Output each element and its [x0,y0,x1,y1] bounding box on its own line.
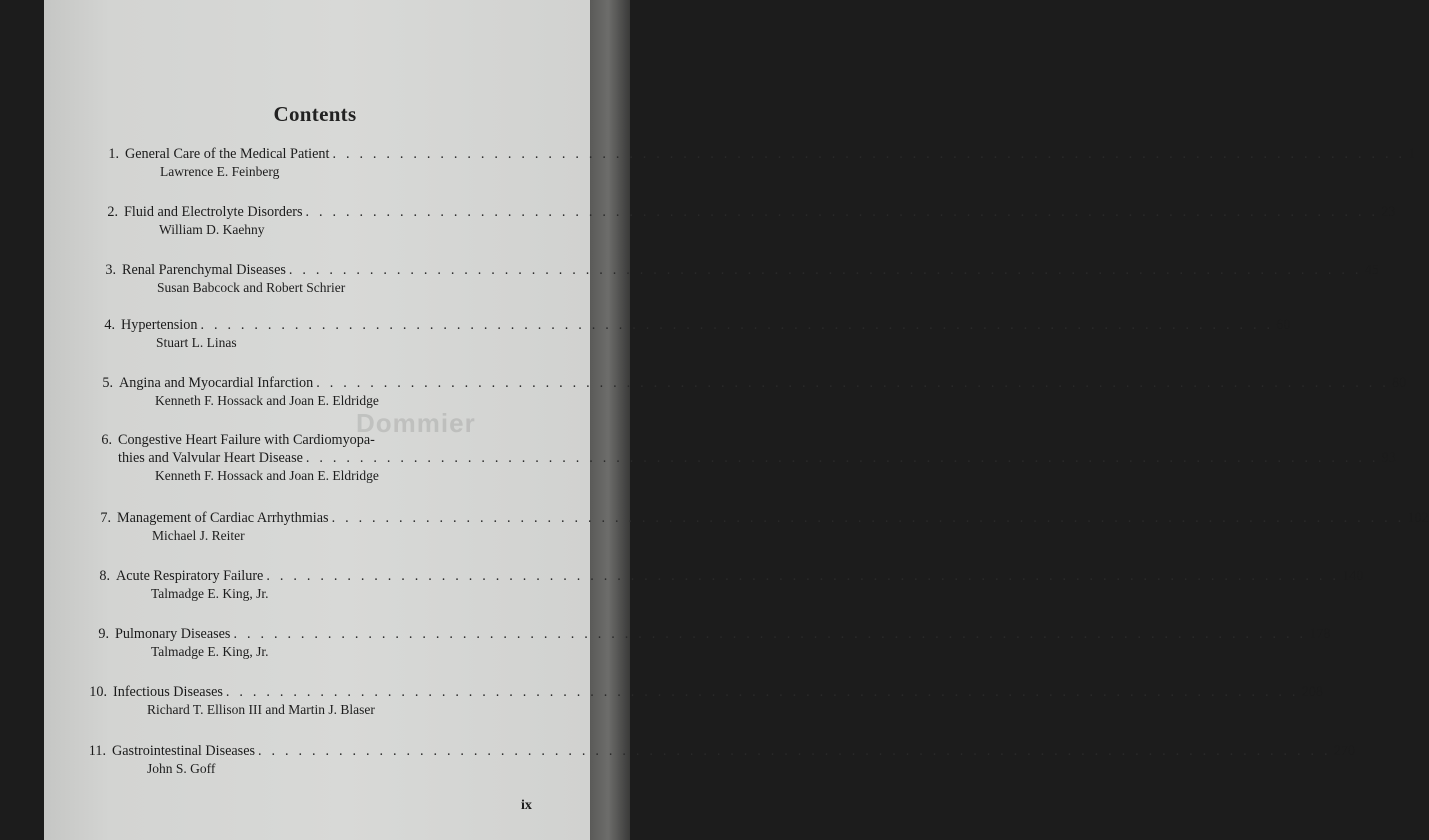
chapter-number: 7. [100,510,111,526]
toc-entry [107,204,1396,240]
toc-entry [88,743,1356,779]
chapter-title: thies and Valvular Heart Disease [118,450,303,466]
chapter-author: Michael J. Reiter [152,528,245,543]
chapter-page-number: 23 [1381,204,1396,220]
watermark: Dommier [356,408,476,438]
toc-line [88,743,1356,761]
chapter-title: Gastrointestinal Diseases [112,743,256,759]
toc-line [107,204,1396,222]
toc-entry [99,568,1364,604]
toc-line [118,450,1396,468]
toc-entry [108,146,1416,182]
chapter-title: Renal Parenchymal Diseases [122,262,286,278]
chapter-number: 4. [104,317,115,333]
dot-leader: . . . . . . . . . . . . . . . . . . . . . . . . . . . . . . . . . . . . . . . . . . . . . . . . . . . . . . . . . . . . . . . . . . . . . . . . . . . . . . . . [316,375,1389,391]
chapter-page-number: 80 [1392,375,1407,391]
dot-leader: . . . . . . . . . . . . . . . . . . . . . . . . . . . . . . . . . . . . . . . . . . . . . . . . . . . . . . . . . . . . . . . . . . . . . . . . . . . . . . . . [266,568,1340,584]
dot-leader: . . . . . . . . . . . . . . . . . . . . . . . . . . . . . . . . . . . . . . . . . . . . . . . . . . . . . . . . . . . . . . . . . . . . . . . . . . . . . . . . [233,626,1307,642]
toc-line [105,262,1379,280]
toc-entry [100,510,1429,546]
toc-entry [89,684,1323,720]
toc-entry [105,262,1379,298]
toc-line [89,684,1323,702]
chapter-page-number: 45 [1364,262,1379,278]
dot-leader: . . . . . . . . . . . . . . . . . . . . . . . . . . . . . . . . . . . . . . . . . . . . . . . . . . . . . . . . . . . . . . . . . . . . . . . . . . . . . . . . [332,146,1406,162]
toc-entry [101,432,1396,486]
toc-line [100,510,1429,528]
chapter-author: Richard T. Ellison III and Martin J. Blaser [147,702,375,717]
dot-leader: . . . . . . . . . . . . . . . . . . . . . . . . . . . . . . . . . . . . . . . . . . . . . . . . . . . . . . . . . . . . . . . . . . . . . . . . . . . . . . . . [200,317,1274,333]
chapter-number: 1. [108,146,119,162]
chapter-page-number: 140 [1342,568,1364,584]
dot-leader: . . . . . . . . . . . . . . . . . . . . . . . . . . . . . . . . . . . . . . . . . . . . . . . . . . . . . . . . . . . . . . . . . . . . . . . . . . . . . . . . [331,510,1405,526]
chapter-number: 5. [102,375,113,391]
toc-entry [98,626,1331,662]
toc-entry [104,317,1291,353]
chapter-author: William D. Kaehny [159,222,265,237]
chapter-author: Talmadge E. King, Jr. [151,644,269,659]
toc-line [99,568,1364,586]
chapter-page-number: 208 [1301,684,1323,700]
chapter-number: 2. [107,204,118,220]
chapter-author: Lawrence E. Feinberg [160,164,280,179]
dot-leader: . . . . . . . . . . . . . . . . . . . . . . . . . . . . . . . . . . . . . . . . . . . . . . . . . . . . . . . . . . . . . . . . . . . . . . . . . . . . . . . . [225,684,1299,700]
chapter-author: John S. Goff [147,761,216,776]
chapter-title: Hypertension [121,317,198,333]
chapter-title: Fluid and Electrolyte Disorders [124,204,303,220]
chapter-title: General Care of the Medical Patient [125,146,330,162]
chapter-author: Kenneth F. Hossack and Joan E. Eldridge [155,393,379,408]
chapter-author: Talmadge E. King, Jr. [151,586,269,601]
chapter-number: 9. [98,626,109,642]
chapter-page-number: 178 [1309,626,1331,642]
toc-line [98,626,1331,644]
toc-line [102,375,1407,393]
chapter-author: Kenneth F. Hossack and Joan E. Eldridge [155,468,379,483]
chapter-number: 6. [101,432,112,448]
chapter-page-number: 102 [1407,510,1429,526]
page-title: Contents [273,102,357,127]
chapter-title: Congestive Heart Failure with Cardiomyopa- [118,432,375,448]
chapter-title: Pulmonary Diseases [115,626,231,642]
chapter-title: Angina and Myocardial Infarction [119,375,314,391]
chapter-title: Management of Cardiac Arrhythmias [117,510,329,526]
dot-leader: . . . . . . . . . . . . . . . . . . . . . . . . . . . . . . . . . . . . . . . . . . . . . . . . . . . . . . . . . . . . . . . . . . . . . . . . . . . . . . . . [305,204,1379,220]
chapter-page-number: 93 [1381,450,1396,466]
chapter-page-number: 1 [1408,146,1416,162]
chapter-author: Susan Babcock and Robert Schrier [157,280,346,295]
dot-leader: . . . . . . . . . . . . . . . . . . . . . . . . . . . . . . . . . . . . . . . . . . . . . . . . . . . . . . . . . . . . . . . . . . . . . . . . . . . . . . . . [305,450,1379,466]
dot-leader: . . . . . . . . . . . . . . . . . . . . . . . . . . . . . . . . . . . . . . . . . . . . . . . . . . . . . . . . . . . . . . . . . . . . . . . . . . . . . . . . [288,262,1362,278]
chapter-number: 8. [99,568,110,584]
toc-line [101,432,538,450]
chapter-number: 10. [89,684,107,700]
chapter-title: Acute Respiratory Failure [116,568,264,584]
toc-entry [102,375,1407,411]
chapter-number: 11. [88,743,106,759]
chapter-page-number: 270 [1333,743,1356,759]
toc-line [108,146,1416,164]
chapter-author: Stuart L. Linas [156,335,237,350]
chapter-title: Infectious Diseases [113,684,223,700]
chapter-page-number: 60 [1276,317,1291,333]
toc-line [104,317,1291,335]
chapter-number: 3. [105,262,116,278]
dot-leader: . . . . . . . . . . . . . . . . . . . . . . . . . . . . . . . . . . . . . . . . . . . . . . . . . . . . . . . . . . . . . . . . . . . . . . . . . . . . . . . . [258,743,1331,759]
page-number: ix [521,798,532,813]
